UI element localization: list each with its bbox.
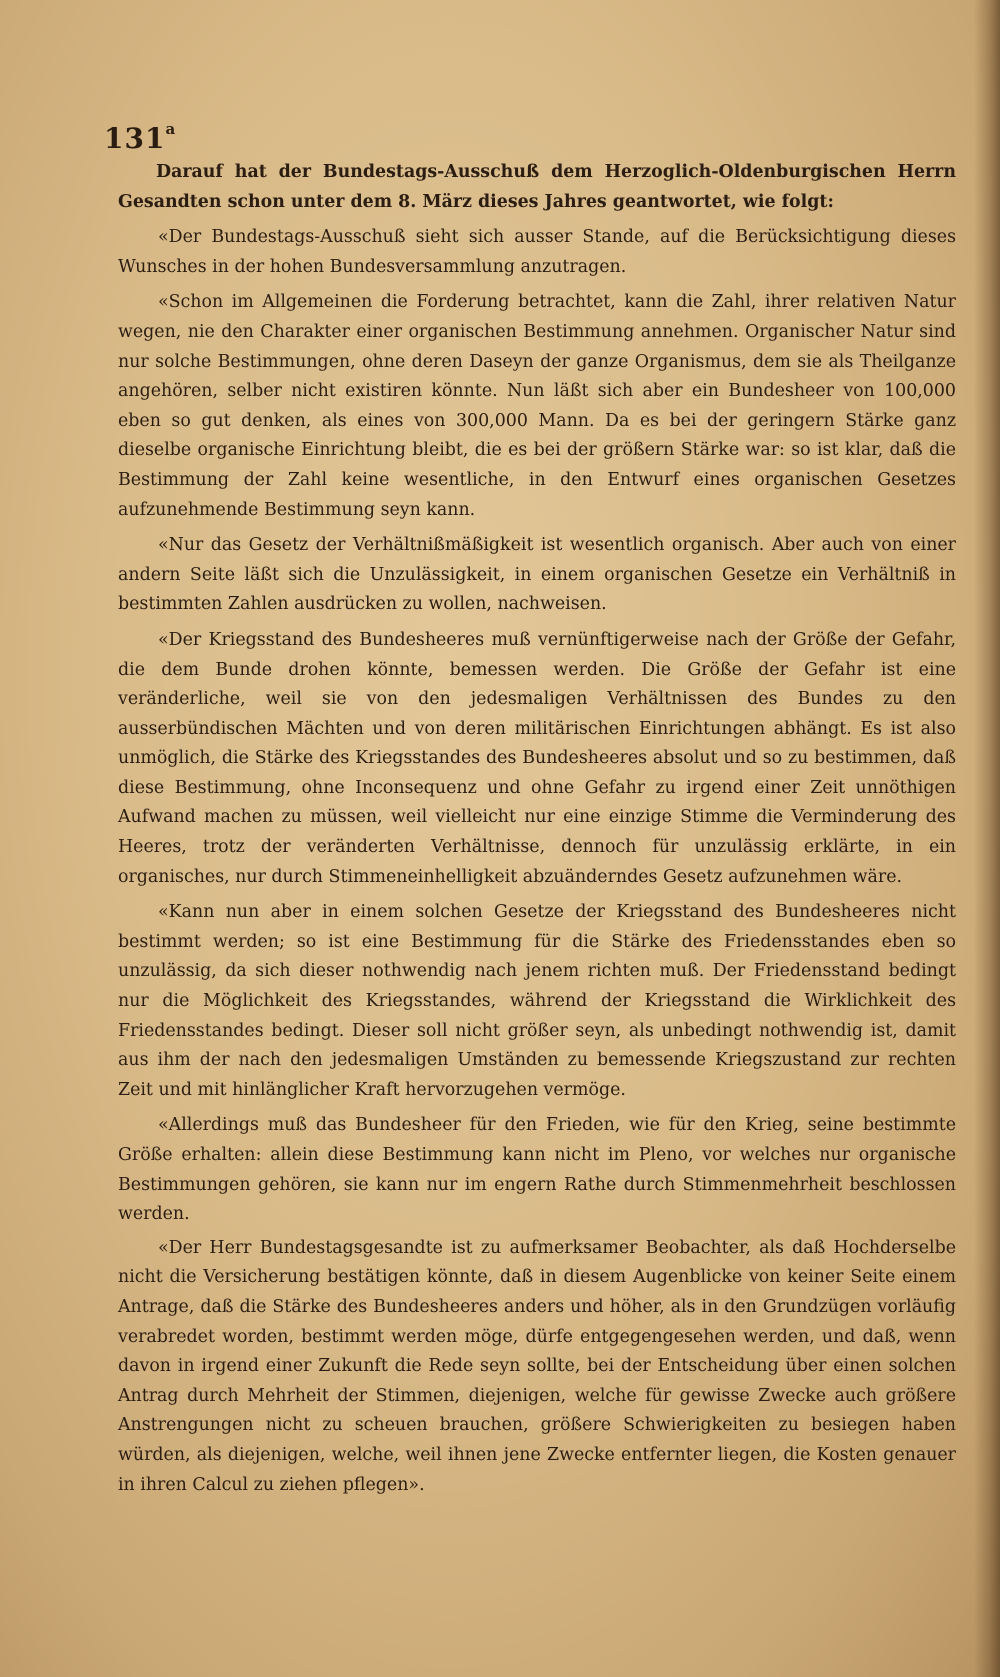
paragraph: «Schon im Allgemeinen die Forderung betrachtet, kann die Zahl, ihrer relativen Natur wegen, nie den Charakter einer organischen Bestimmung annehmen. Organischer Natur sind nur solche Bestimmungen, ohne deren Daseyn der ganze Organismus, dem sie als Theilganze angehören, selber nicht existiren könnte. Nun läßt sich aber ein Bundesheer von 100,000 eben so gut denken, als eines von 300,000 Mann. Da es bei der geringern Stärke ganz dieselbe organische Einrichtung bleibt, die es bei der größern Stärke war: so ist klar, daß die Bestimmung der Zahl keine wesentliche, in den Entwurf eines organischen Gesetzes aufzunehmende Bestimmung seyn kann. [118,292,956,520]
paragraph: «Allerdings muß das Bundesheer für den Frieden, wie für den Krieg, seine bestimmte Größe erhalten: allein diese Bestimmung kann nicht im Pleno, vor welches nur organische Bestimmungen gehören, sie kann nur im engern Rathe durch Stimmenmehrheit beschlossen werden. [118,1115,956,1225]
paragraph: «Nur das Gesetz der Verhältnißmäßigkeit ist wesentlich organisch. Aber auch von einer andern Seite läßt sich die Unzulässigkeit, in einem organischen Gesetze ein Verhältniß in bestimmten Zahlen ausdrücken zu wollen, nachweisen. [118,535,956,615]
paragraph: «Der Herr Bundestagsgesandte ist zu aufmerksamer Beobachter, als daß Hochderselbe nicht die Versicherung bestätigen könnte, daß in diesem Augenblicke von keiner Seite einem Antrage, daß die Stärke des Bundesheeres anders und höher, als in den Grundzügen vorläufig verabredet worden, bestimmt werden möge, dürfe entgegengesehen werden, und daß, wenn davon in irgend einer Zukunft die Rede seyn sollte, bei der Entscheidung über einen solchen Antrag durch Mehrheit der Stimmen, diejenigen, welche für gewisse Zwecke auch größere Anstrengungen nicht zu scheuen brauchen, größere Schwierigkeiten zu besiegen haben würden, als diejenigen, welche, weil ihnen jene Zwecke entfernter liegen, die Kosten genauer in ihren Calcul zu ziehen pflegen». [118,1237,956,1495]
body-text [118,158,956,1506]
page-number-value: 131 [104,122,166,155]
paragraph: «Der Kriegsstand des Bundesheeres muß vernünftigerweise nach der Größe der Gefahr, die dem Bunde drohen könnte, bemessen werden. Die Größe der Gefahr ist eine veränderliche, weil sie von den jedesmaligen Verhältnissen des Bundes zu den ausserbündischen Mächten und von deren militärischen Einrichtungen abhängt. Es ist also unmöglich, die Stärke des Kriegsstandes des Bundesheeres absolut und so zu bestimmen, daß diese Bestimmung, ohne Inconsequenz und ohne Gefahr zu irgend einer Zeit unnöthigen Aufwand machen zu müssen, weil vielleicht nur eine einzige Stimme die Verminderung des Heeres, trotz der veränderten Verhältnisse, dennoch für unzulässig erklärte, in ein organisches, nur durch Stimmeneinhelligkeit abzuänderndes Gesetz aufzunehmen wäre. [118,629,956,887]
paragraph: «Kann nun aber in einem solchen Gesetze der Kriegsstand des Bundesheeres nicht bestimmt werden; so ist eine Bestimmung für die Stärke des Friedensstandes eben so unzulässig, da sich dieser nothwendig nach jenem richten muß. Der Friedensstand bedingt nur die Möglichkeit des Kriegsstandes, während der Kriegsstand die Wirklichkeit des Friedensstandes bedingt. Dieser soll nicht größer seyn, als unbedingt nothwendig ist, damit aus ihm der nach den jedesmaligen Umständen zu bemessende Kriegszustand zur rechten Zeit und mit hinlänglicher Kraft hervorzugehen vermöge. [118,902,956,1100]
page-edge-shadow [974,0,1000,1677]
page-number [104,122,176,155]
page-number-suffix: a [165,120,177,138]
paragraph-intro: Darauf hat der Bundestags-Ausschuß dem Herzoglich-Oldenburgischen Herrn Gesandten schon unter dem 8. März dieses Jahres geantwortet, wie folgt: [118,162,956,212]
paragraph: «Der Bundestags-Ausschuß sieht sich ausser Stande, auf die Berücksichtigung dieses Wunsches in der hohen Bundesversammlung anzutragen. [118,227,956,277]
